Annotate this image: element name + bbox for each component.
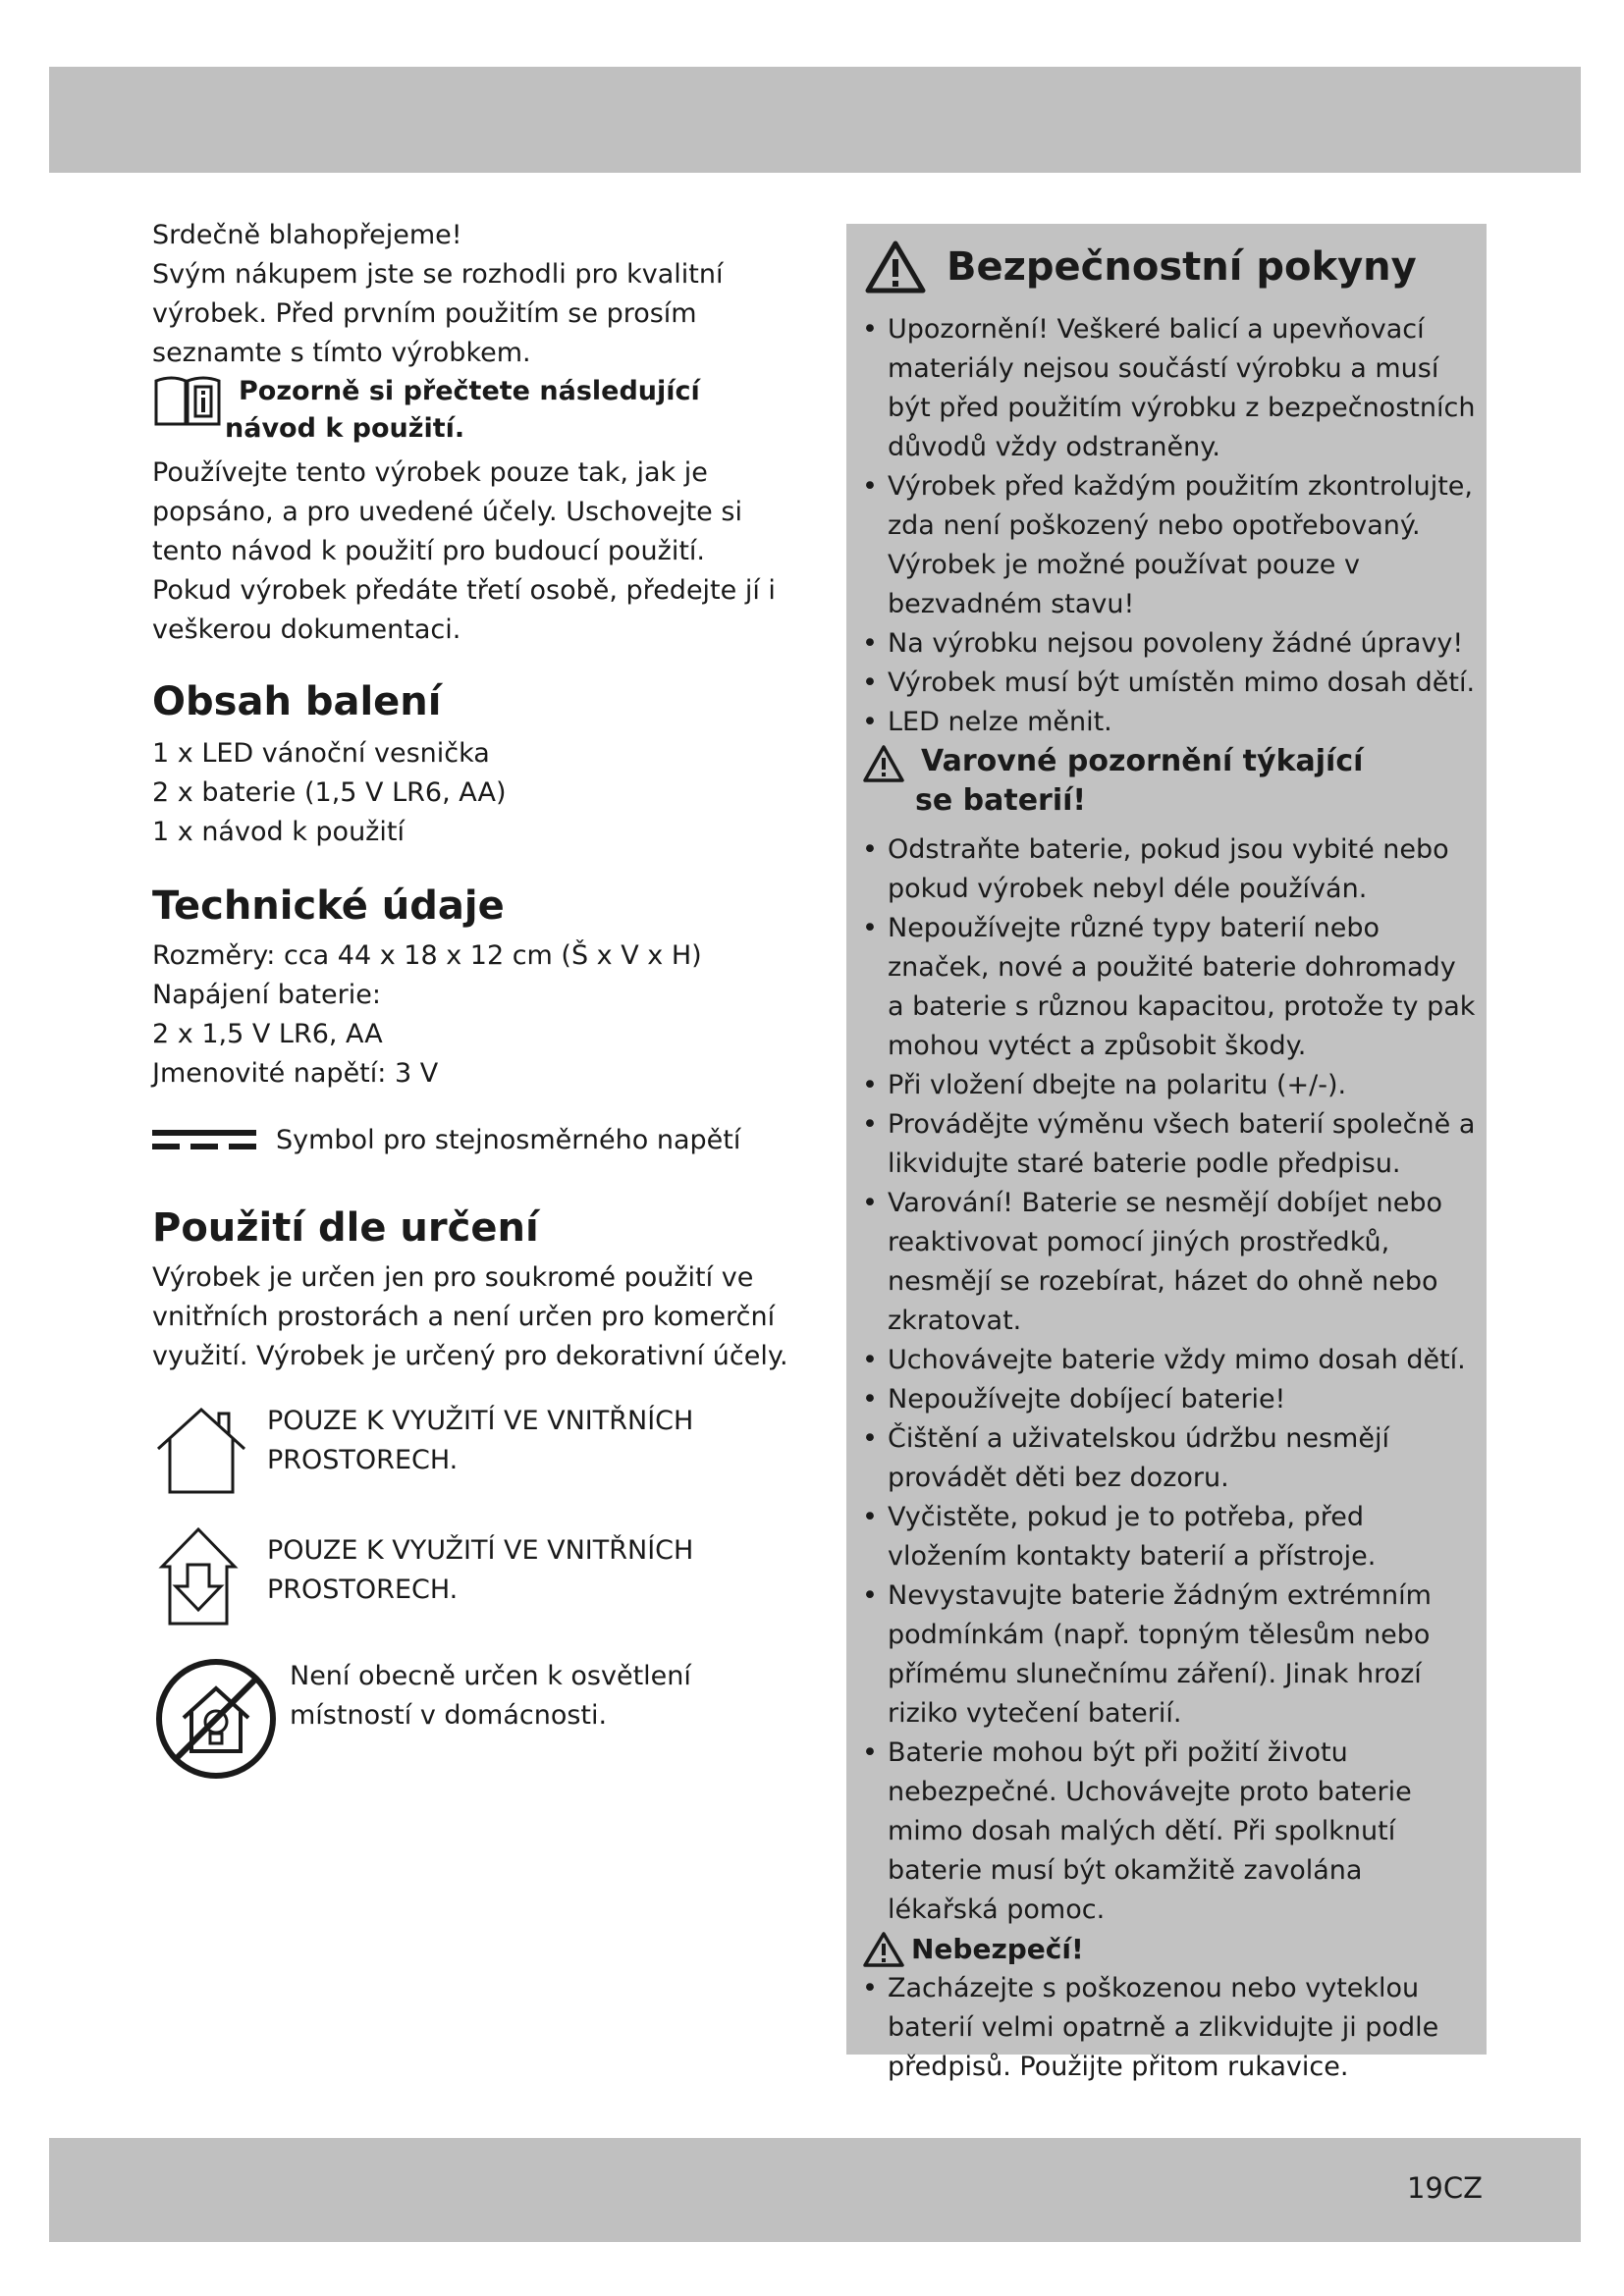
safety-heading-row	[858, 224, 1477, 310]
list-item: • Upozornění! Veškeré balicí a upevňovací materiály nejsou součástí výrobku a musí být před použitím výrobku z bezpečnostních důvodů vždy odstraněny.	[858, 310, 1477, 467]
list-item: • Varování! Baterie se nesmějí dobíjet nebo reaktivovat pomocí jiných prostředků, nesmějí se rozebírat, házet do ohně nebo zkratovat.	[858, 1184, 1477, 1341]
danger-heading-row	[858, 1930, 1477, 1969]
tech-heading: Technické údaje	[152, 883, 505, 929]
not-for-lighting-row	[152, 1657, 790, 1785]
list-item: • Na výrobku nejsou povoleny žádné úpravy!	[858, 624, 1477, 664]
dc-voltage-icon	[152, 1128, 256, 1153]
dc-symbol-row	[152, 1121, 790, 1160]
warning-triangle-icon	[864, 240, 927, 294]
list-item: • Při vložení dbejte na polaritu (+/-).	[858, 1066, 1477, 1105]
tech-line: Napájení baterie:	[152, 980, 381, 1010]
left-column	[152, 216, 790, 1785]
list-item: • Provádějte výměnu všech baterií společně a likvidujte staré baterie podle předpisu.	[858, 1105, 1477, 1184]
greeting: Srdečně blahopřejeme!	[152, 220, 462, 250]
safety-list	[858, 310, 1477, 742]
battery-heading	[858, 742, 1477, 825]
list-item: • Zacházejte s poškozenou nebo vyteklou baterií velmi opatrně a zlikvidujte ji podle předpisů. Použijte přitom rukavice.	[858, 1969, 1477, 2087]
dc-symbol-label: Symbol pro stejnosměrného napětí	[276, 1125, 741, 1155]
intended-use-text: Výrobek je určen jen pro soukromé použití ve vnitřních prostorách a není určen pro komerční využití. Výrobek je určený pro dekorativní účely.	[152, 1262, 788, 1371]
tech-line: Jmenovité napětí: 3 V	[152, 1058, 439, 1089]
read-note	[152, 373, 790, 454]
list-item: • Nepoužívejte různé typy baterií nebo značek, nové a použité baterie dohromady a baterie s různou kapacitou, protože ty pak mohou vytéct a způsobit škody.	[858, 909, 1477, 1066]
page-number: 19CZ	[1406, 2171, 1483, 2205]
indoor-house-icon	[152, 1406, 250, 1496]
list-item: • LED nelze měnit.	[858, 703, 1477, 742]
intended-use-heading: Použití dle určení	[152, 1205, 539, 1251]
contents-item: 1 x LED vánoční vesnička	[152, 738, 490, 769]
contents-heading: Obsah balení	[152, 679, 442, 724]
tech-list	[152, 936, 790, 1094]
list-item: • Odstraňte baterie, pokud jsou vybité nebo pokud výrobek nebyl déle používán.	[858, 830, 1477, 909]
footer-bar	[49, 2138, 1581, 2242]
safety-panel	[846, 224, 1487, 2082]
indoor-only-row-1	[152, 1402, 790, 1520]
list-item: • Nepoužívejte dobíjecí baterie!	[858, 1380, 1477, 1419]
header-bar	[49, 67, 1581, 173]
list-item: • Baterie mohou být při požití životu nebezpečné. Uchovávejte proto baterie mimo dosah malých dětí. Při spolknutí baterie musí být okamžitě zavolána lékařská pomoc.	[858, 1734, 1477, 1930]
usage-text: Používejte tento výrobek pouze tak, jak je popsáno, a pro uvedené účely. Uschovejte si tento návod k použití pro budoucí použití. Pokud výrobek předáte třetí osobě, předejte jí i veškerou dokumentaci.	[152, 457, 776, 645]
tech-line: Rozměry: cca 44 x 18 x 12 cm (Š x V x H)	[152, 940, 702, 971]
safety-heading: Bezpečnostní pokyny	[947, 244, 1417, 290]
indoor-arrow-house-icon	[156, 1525, 241, 1628]
contents-item: 1 x návod k použití	[152, 817, 405, 847]
no-household-lighting-icon	[154, 1657, 278, 1781]
danger-list	[858, 1969, 1477, 2087]
list-item: • Vyčistěte, pokud je to potřeba, před vložením kontakty baterií a přístroje.	[858, 1498, 1477, 1576]
warning-triangle-icon	[862, 1931, 905, 1968]
warning-triangle-icon	[862, 744, 905, 783]
intro-text: Svým nákupem jste se rozhodli pro kvalitní výrobek. Před prvním použitím se prosím seznamte s tímto výrobkem.	[152, 259, 724, 368]
read-note-line2: návod k použití.	[225, 413, 465, 444]
battery-list	[858, 830, 1477, 1930]
list-item: • Nevystavujte baterie žádným extrémním podmínkám (např. topným tělesům nebo přímému slunečnímu záření). Jinak hrozí riziko vytečení baterií.	[858, 1576, 1477, 1734]
manual-info-icon	[152, 373, 223, 428]
indoor-only-row-2	[152, 1525, 790, 1653]
list-item: • Výrobek musí být umístěn mimo dosah dětí.	[858, 664, 1477, 703]
indoor-text-1: POUZE K VYUŽITÍ VE VNITŘNÍCH PROSTORECH.	[267, 1406, 694, 1475]
not-for-lighting-text: Není obecně určen k osvětlení místností v domácnosti.	[290, 1661, 691, 1731]
read-note-line1: Pozorně si přečtete následující	[239, 376, 700, 406]
contents-item: 2 x baterie (1,5 V LR6, AA)	[152, 777, 507, 808]
battery-heading-line1: Varovné pozornění týkající	[921, 744, 1364, 778]
battery-heading-line2: se baterií!	[915, 783, 1087, 818]
list-item: • Uchovávejte baterie vždy mimo dosah dětí.	[858, 1341, 1477, 1380]
indoor-text-2: POUZE K VYUŽITÍ VE VNITŘNÍCH PROSTORECH.	[267, 1535, 694, 1605]
danger-heading: Nebezpečí!	[911, 1933, 1084, 1965]
tech-line: 2 x 1,5 V LR6, AA	[152, 1019, 383, 1049]
list-item: • Čištění a uživatelskou údržbu nesmějí provádět děti bez dozoru.	[858, 1419, 1477, 1498]
list-item: • Výrobek před každým použitím zkontrolujte, zda není poškozený nebo opotřebovaný. Výrobek je možné používat pouze v bezvadném stavu!	[858, 467, 1477, 624]
contents-list	[152, 734, 790, 852]
